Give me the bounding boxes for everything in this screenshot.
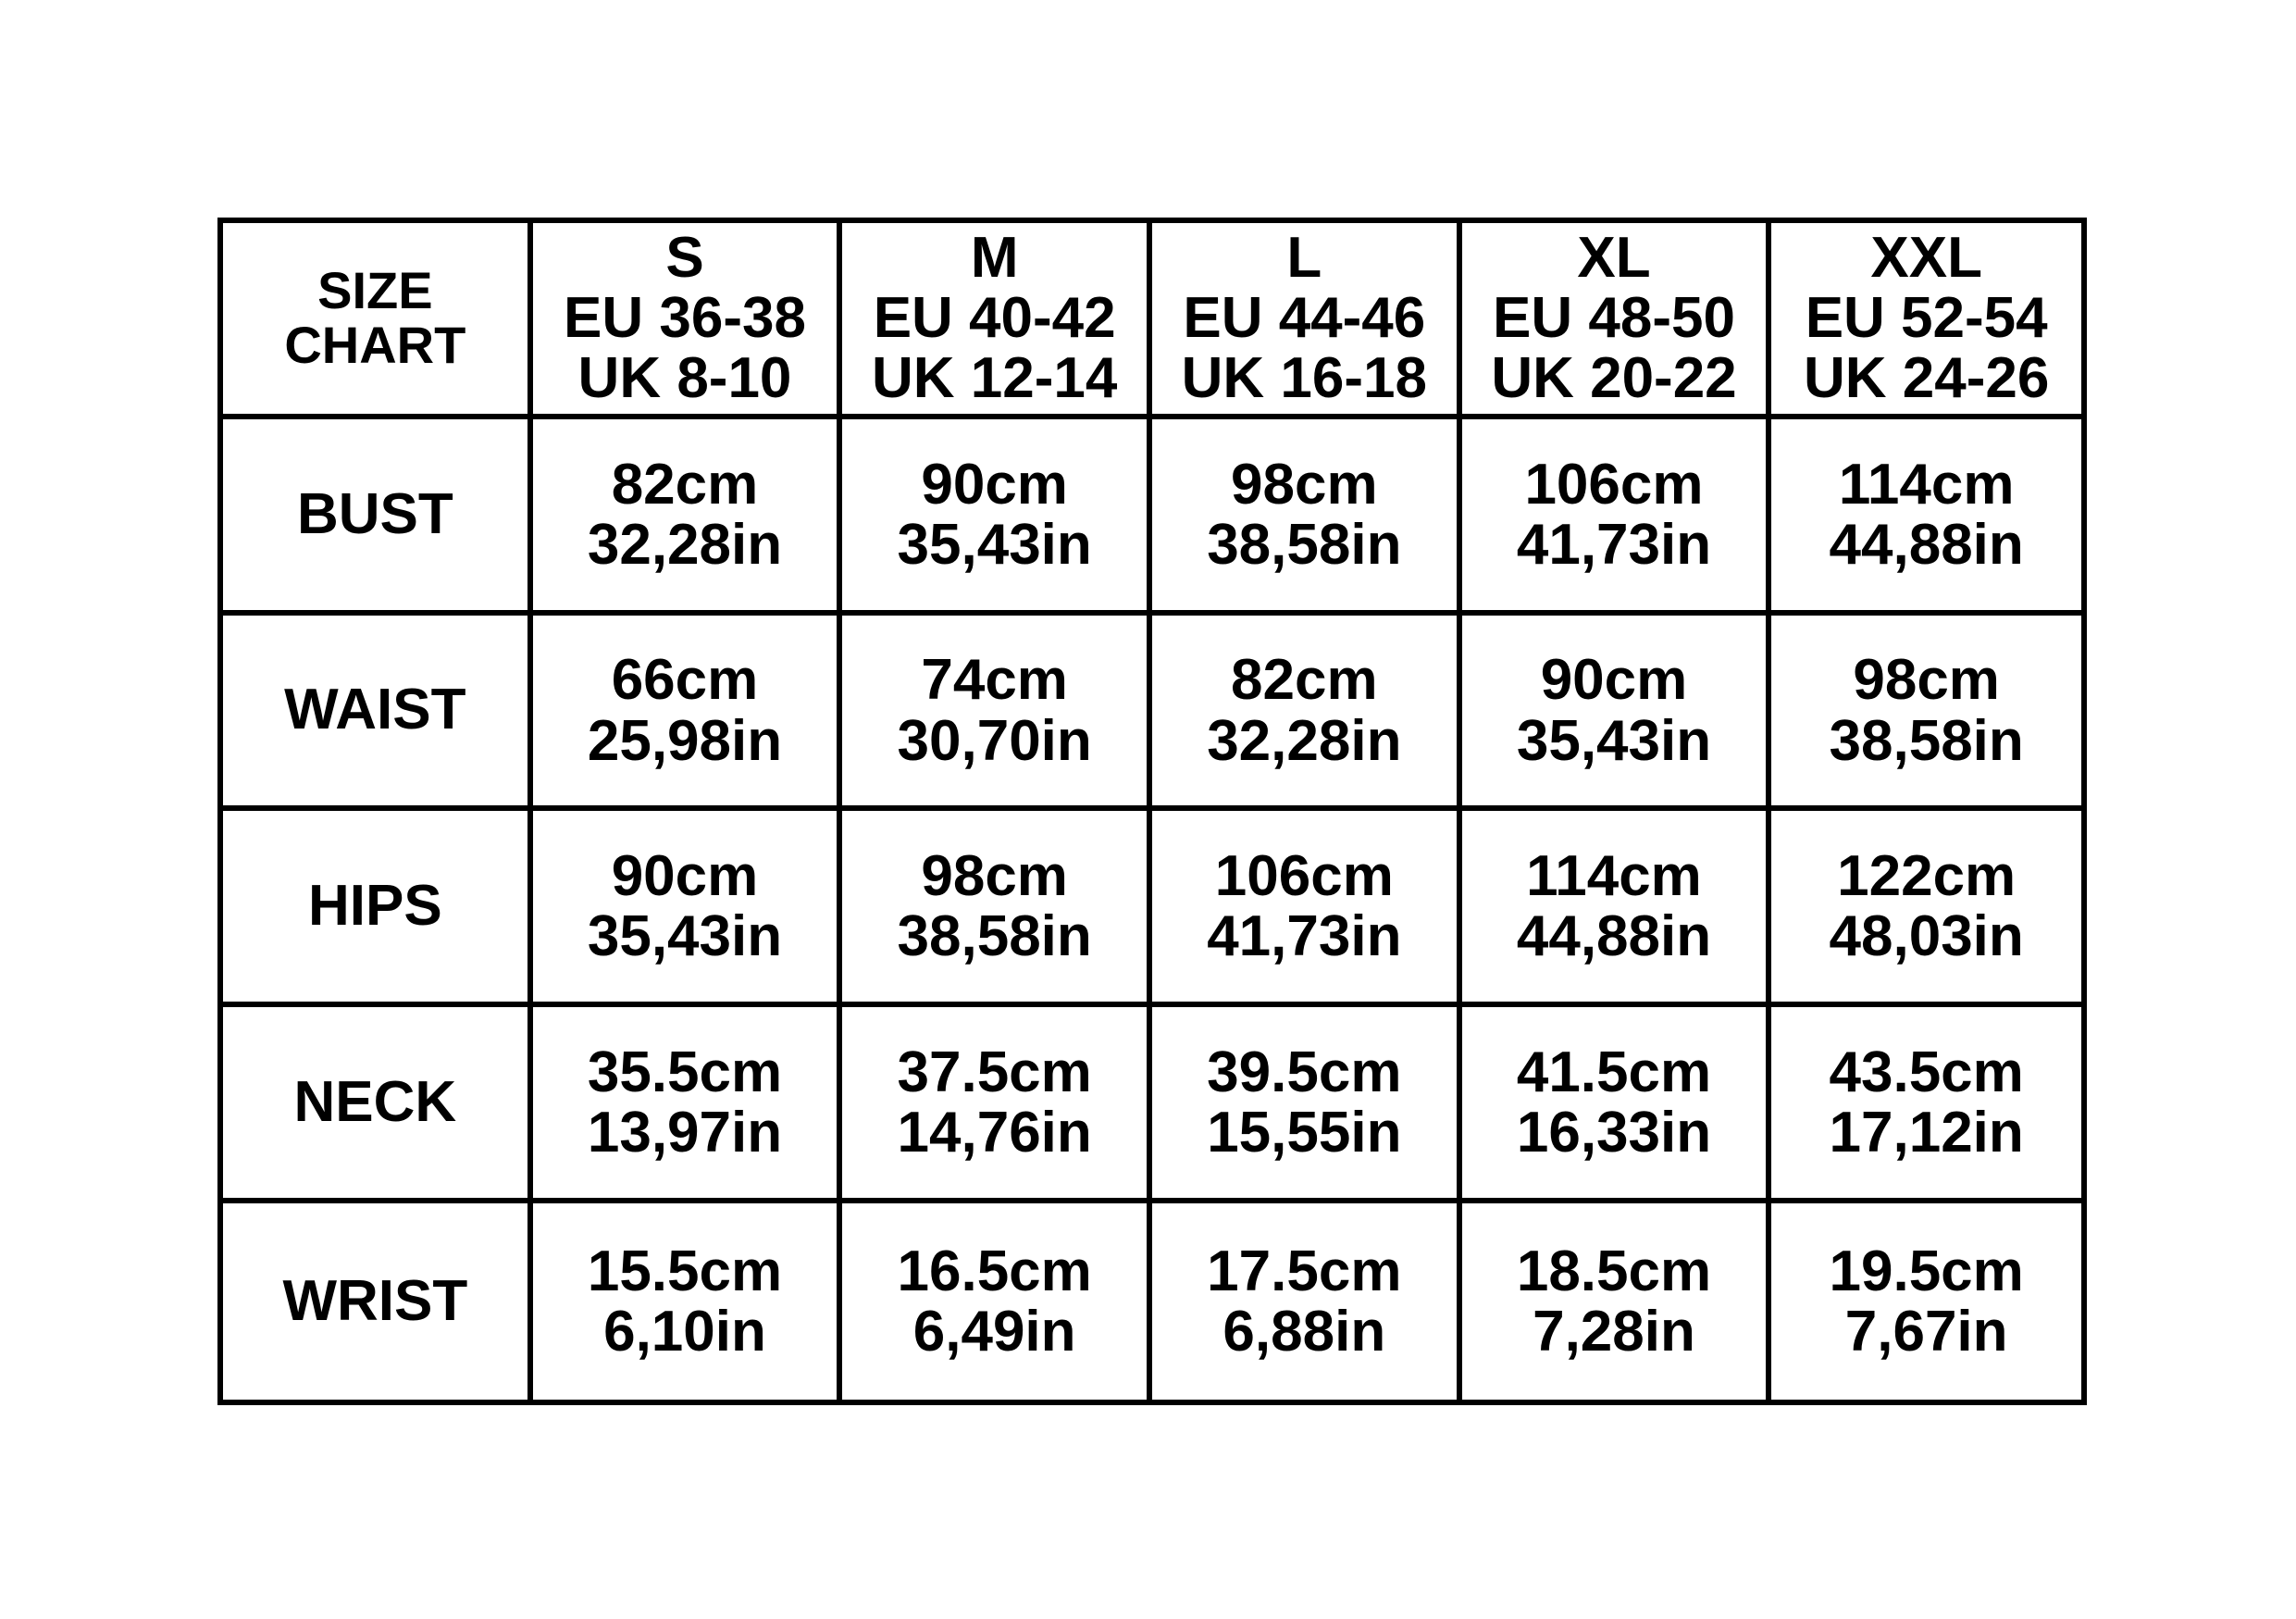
value-cm: 17.5cm xyxy=(1207,1239,1402,1303)
bust-l xyxy=(1152,419,1462,616)
bust-s xyxy=(533,419,843,616)
size-name: XXL xyxy=(1870,226,1982,291)
value-in: 25,98in xyxy=(587,708,783,773)
size-eu: EU 44-46 xyxy=(1183,286,1426,351)
size-eu: EU 52-54 xyxy=(1805,286,2048,351)
neck-m xyxy=(842,1007,1152,1203)
value-in: 38,58in xyxy=(1207,512,1402,577)
value-cm: 19.5cm xyxy=(1829,1239,2024,1303)
value-cm: 106cm xyxy=(1214,844,1394,909)
waist-xxl xyxy=(1771,616,2081,812)
value-cm: 82cm xyxy=(1231,648,1378,713)
value-in: 6,88in xyxy=(1222,1300,1386,1364)
value-in: 6,10in xyxy=(603,1300,766,1364)
size-header-xxl xyxy=(1771,223,2081,419)
row-label-bust: BUST xyxy=(223,419,533,616)
neck-l xyxy=(1152,1007,1462,1203)
size-chart-heading xyxy=(223,223,533,419)
value-in: 14,76in xyxy=(897,1101,1092,1165)
value-cm: 98cm xyxy=(1231,452,1378,517)
value-in: 41,73in xyxy=(1207,904,1402,969)
value-cm: 122cm xyxy=(1837,844,2017,909)
value-cm: 74cm xyxy=(921,648,1068,713)
size-chart-table xyxy=(217,218,2087,1405)
row-label-wrist: WRIST xyxy=(223,1203,533,1400)
wrist-m xyxy=(842,1203,1152,1400)
value-cm: 98cm xyxy=(1853,648,2000,713)
value-cm: 114cm xyxy=(1838,452,2015,517)
value-in: 38,58in xyxy=(897,904,1092,969)
size-header-s xyxy=(533,223,843,419)
value-cm: 41.5cm xyxy=(1516,1040,1712,1105)
value-in: 41,73in xyxy=(1516,512,1712,577)
size-name: L xyxy=(1286,226,1322,291)
hips-xxl xyxy=(1771,811,2081,1007)
value-cm: 90cm xyxy=(611,844,759,909)
value-in: 44,88in xyxy=(1829,512,2024,577)
waist-l xyxy=(1152,616,1462,812)
value-in: 16,33in xyxy=(1516,1101,1712,1165)
value-in: 48,03in xyxy=(1829,904,2024,969)
neck-s xyxy=(533,1007,843,1203)
value-in: 30,70in xyxy=(897,708,1092,773)
wrist-xxl xyxy=(1771,1203,2081,1400)
heading-line-1: SIZE xyxy=(317,261,433,320)
value-cm: 90cm xyxy=(1540,648,1688,713)
size-uk: UK 20-22 xyxy=(1491,346,1737,411)
value-in: 35,43in xyxy=(1516,708,1712,773)
value-in: 35,43in xyxy=(897,512,1092,577)
size-eu: EU 36-38 xyxy=(564,286,806,351)
value-in: 13,97in xyxy=(587,1101,783,1165)
value-cm: 90cm xyxy=(921,452,1068,517)
value-cm: 106cm xyxy=(1524,452,1704,517)
value-cm: 39.5cm xyxy=(1207,1040,1402,1105)
value-in: 32,28in xyxy=(1207,708,1402,773)
waist-s xyxy=(533,616,843,812)
value-in: 38,58in xyxy=(1829,708,2024,773)
value-in: 17,12in xyxy=(1829,1101,2024,1165)
size-uk: UK 8-10 xyxy=(577,346,792,411)
size-name: M xyxy=(970,226,1019,291)
size-name: XL xyxy=(1577,226,1651,291)
bust-xxl xyxy=(1771,419,2081,616)
size-header-l xyxy=(1152,223,1462,419)
hips-m xyxy=(842,811,1152,1007)
size-header-m xyxy=(842,223,1152,419)
value-in: 7,67in xyxy=(1844,1300,2008,1364)
value-in: 15,55in xyxy=(1207,1101,1402,1165)
size-uk: UK 16-18 xyxy=(1181,346,1427,411)
neck-xxl xyxy=(1771,1007,2081,1203)
value-in: 35,43in xyxy=(587,904,783,969)
neck-xl xyxy=(1462,1007,1772,1203)
size-header-xl xyxy=(1462,223,1772,419)
wrist-s xyxy=(533,1203,843,1400)
hips-xl xyxy=(1462,811,1772,1007)
bust-xl xyxy=(1462,419,1772,616)
value-cm: 66cm xyxy=(611,648,759,713)
value-in: 32,28in xyxy=(587,512,783,577)
value-cm: 16.5cm xyxy=(897,1239,1092,1303)
value-cm: 98cm xyxy=(921,844,1068,909)
value-in: 7,28in xyxy=(1533,1300,1695,1364)
row-label-neck: NECK xyxy=(223,1007,533,1203)
bust-m xyxy=(842,419,1152,616)
value-cm: 35.5cm xyxy=(587,1040,783,1105)
wrist-xl xyxy=(1462,1203,1772,1400)
size-uk: UK 24-26 xyxy=(1803,346,2050,411)
row-label-hips: HIPS xyxy=(223,811,533,1007)
row-label-waist: WAIST xyxy=(223,616,533,812)
value-cm: 15.5cm xyxy=(587,1239,783,1303)
value-in: 44,88in xyxy=(1516,904,1712,969)
size-eu: EU 40-42 xyxy=(873,286,1116,351)
value-cm: 43.5cm xyxy=(1829,1040,2024,1105)
hips-l xyxy=(1152,811,1462,1007)
value-cm: 82cm xyxy=(611,452,759,517)
wrist-l xyxy=(1152,1203,1462,1400)
heading-line-2: CHART xyxy=(284,315,466,374)
value-cm: 18.5cm xyxy=(1516,1239,1712,1303)
size-uk: UK 12-14 xyxy=(871,346,1118,411)
value-cm: 114cm xyxy=(1526,844,1702,909)
value-cm: 37.5cm xyxy=(897,1040,1092,1105)
value-in: 6,49in xyxy=(912,1300,1076,1364)
waist-xl xyxy=(1462,616,1772,812)
hips-s xyxy=(533,811,843,1007)
size-eu: EU 48-50 xyxy=(1493,286,1735,351)
size-name: S xyxy=(665,226,704,291)
waist-m xyxy=(842,616,1152,812)
